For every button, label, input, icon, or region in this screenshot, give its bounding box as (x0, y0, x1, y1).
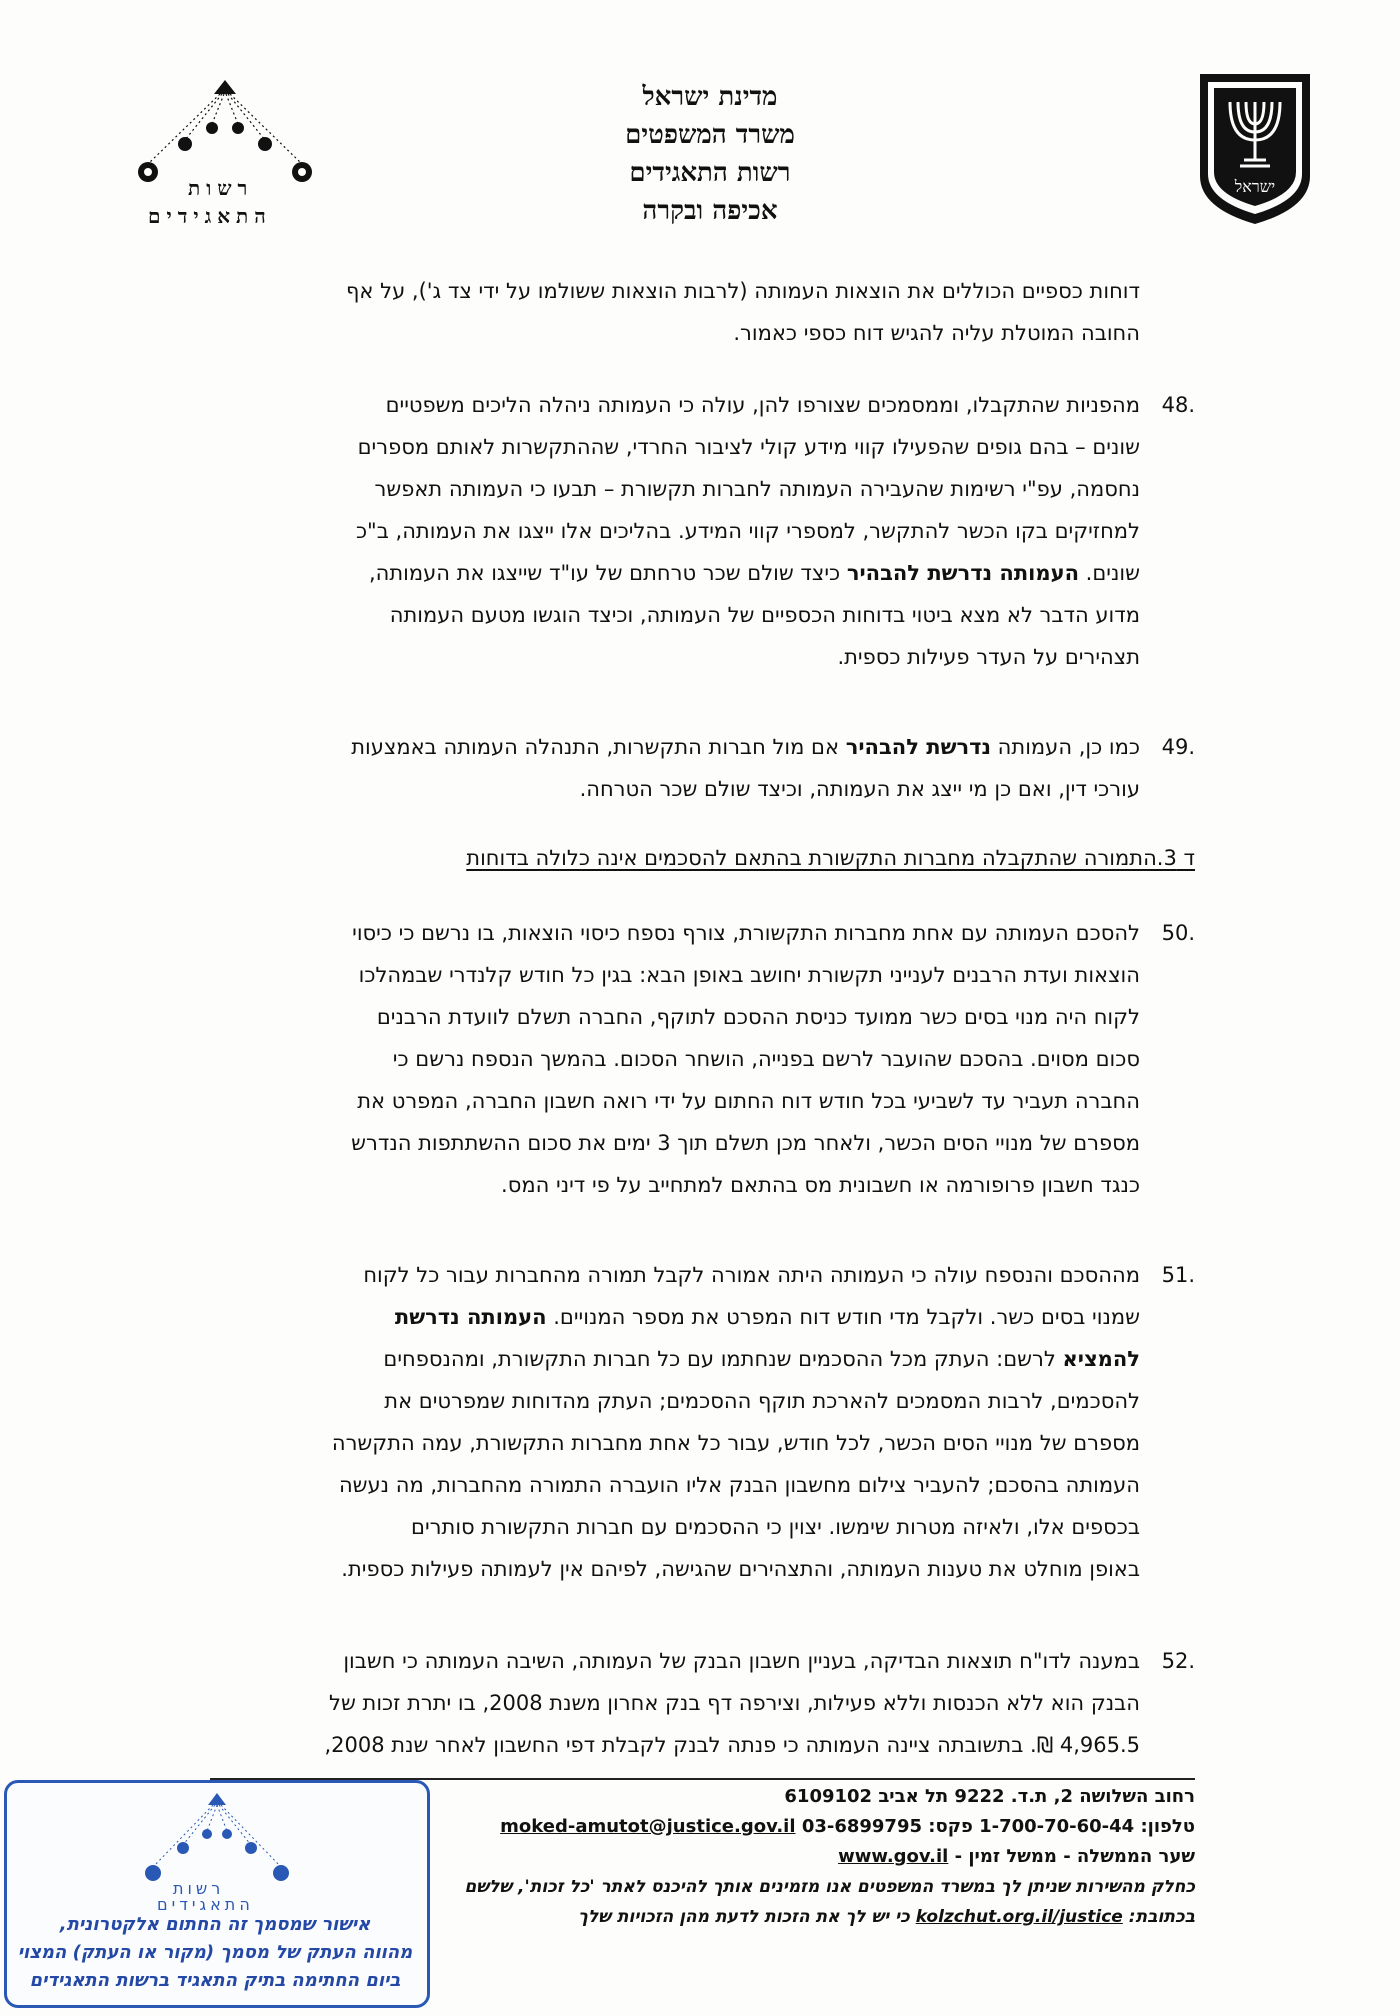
logo-text-top: רשות (188, 176, 254, 200)
text-line: בכספים אלו, ולאיזה מטרות שימשו. יצוין כי ההסכמים עם חברות התקשורת סותרים (411, 1515, 1140, 1539)
text-line: סכום מסוים. בהסכם שהועבר לרשם בפנייה, הושחר הסכום. בהמשך הנספח נרשם כי (392, 1047, 1140, 1071)
text-line: הבנק הוא ללא הכנסות וללא פעילות, וצירפה דף בנק אחרון משנת 2008, בו יתרת זכות של (329, 1691, 1140, 1715)
authority-logo-icon (130, 72, 320, 192)
text-line: מדוע הדבר לא מצא ביטוי בדוחות הכספיים של העמותה, וכיצד הוגשו מטעם העמותה (389, 603, 1140, 627)
paragraph-48 (210, 384, 1195, 678)
bold-requirement: נדרשת להבהיר (845, 735, 991, 759)
header-line-department: אכיפה ובקרה (642, 196, 778, 226)
text-line: באופן מוחלט את טענות העמותה, והתצהירים שהגישה, לפיהם אין לעמותה פעילות כספית. (341, 1557, 1140, 1581)
text-line: במענה לדו"ח תוצאות הבדיקה, בעניין חשבון הבנק של העמותה, השיבה העמותה כי חשבון (343, 1649, 1140, 1673)
text-line: מההסכם והנספח עולה כי העמותה היתה אמורה לקבל תמורה מהחברות עבור כל לקוח (363, 1263, 1140, 1287)
header-line-state: מדינת ישראל (642, 82, 778, 112)
text-line: מספרם של מנויי הסים הכשר, לכל חודש, עבור כל אחת מחברות התקשורת, עמה התקשרה (331, 1431, 1140, 1455)
electronic-signature-stamp (4, 1780, 430, 2008)
footer-contact: טלפון: 1-700-70-60-44 פקס: 03-6899795 moked-amutot@justice.gov.il (500, 1816, 1195, 1837)
stamp-logo-icon (137, 1787, 297, 1887)
paragraph-52 (210, 1640, 1195, 1766)
stamp-line: מהווה העתק של מסמך (מקור או העתק) המצוי (17, 1942, 413, 1963)
paragraph-number: .50 (1161, 921, 1195, 945)
footer-rights: כחלק מהשירות שניתן לך במשרד המשפטים אנו מזמינים אותך להיכנס לאתר 'כל זכות', שלשם (464, 1877, 1195, 1897)
footer-kolzchut: בכתובת: kolzchut.org.il/justice כי יש לך את הזכות לדעת מהן הזכויות שלך (578, 1907, 1195, 1927)
authority-logo (130, 72, 320, 232)
stamp-logo-text-bottom: התאגידים (157, 1895, 254, 1914)
text-line: שונים – בהם גופים שהפעילו קווי מידע קולי לציבור החרדי, שההתקשרות לאותם מספרים (357, 435, 1140, 459)
text-line: כנגד חשבון פרופורמה או חשבונית מס בהתאם למתחייב על פי דיני המס. (501, 1173, 1140, 1197)
logo-text-bottom: התאגידים (148, 204, 272, 228)
text-line: דוחות כספיים הכוללים את הוצאות העמותה (לרבות הוצאות ששולמו על ידי צד ג'), על אף (346, 279, 1140, 303)
bold-requirement: להמציא (1062, 1347, 1140, 1371)
header-titles (560, 78, 860, 230)
text-line: להמציא לרשם: העתק מכל ההסכמים שנחתמו עם כל חברות התקשורת, ומהנספחים (383, 1347, 1140, 1371)
paragraph-number: .48 (1161, 393, 1195, 417)
stamp-text (13, 1911, 417, 1995)
text-line: תצהירים על העדר פעילות כספית. (837, 645, 1140, 669)
kolzchut-link[interactable]: kolzchut.org.il/justice (915, 1907, 1123, 1927)
stamp-line: ביום החתימה בתיק התאגיד ברשות התאגידים (29, 1970, 401, 1991)
paragraph-number: .51 (1161, 1263, 1195, 1287)
paragraph-51 (210, 1254, 1195, 1590)
text-line: להסכם העמותה עם אחת מחברות התקשורת, צורף נספח כיסוי הוצאות, בו נרשם כי כיסוי (352, 921, 1140, 945)
bold-requirement: העמותה נדרשת (394, 1305, 547, 1329)
text-line: שונים. העמותה נדרשת להבהיר כיצד שולם שכר טרחתם של עו"ד שייצגו את העמותה, (368, 561, 1140, 585)
stamp-line: אישור שמסמך זה החתום אלקטרונית, (59, 1914, 371, 1935)
state-emblem-icon (1190, 68, 1320, 228)
gov-link[interactable]: www.gov.il (838, 1846, 949, 1867)
text-line: מהפניות שהתקבלו, וממסמכים שצורפו להן, עולה כי העמותה ניהלה הליכים משפטיים (385, 393, 1140, 417)
stamp-logo (137, 1787, 297, 1927)
section-heading: ד 3.התמורה שהתקבלה מחברות התקשורת בהתאם להסכמים אינה כלולה בדוחות (466, 846, 1195, 870)
paragraph-number: .49 (1161, 735, 1195, 759)
footer-gov: שער הממשלה - ממשל זמין - www.gov.il (838, 1846, 1195, 1867)
intro-paragraph (210, 270, 1140, 354)
paragraph-number: .52 (1161, 1649, 1195, 1673)
text-line: החברה תעביר עד לשביעי בכל חודש דוח החתום על ידי רואה חשבון החברה, המפרט את (357, 1089, 1140, 1113)
text-line: שמנוי בסים כשר. ולקבל מדי חודש דוח המפרט את מספר המנויים. העמותה נדרשת (394, 1305, 1140, 1329)
text-line: לקוח היה מנוי בסים כשר ממועד כניסת ההסכם לתוקף, החברה תשלם לוועדת הרבנים (376, 1005, 1140, 1029)
text-line: 4,965.5 ₪. בתשובתה ציינה העמותה כי פנתה לבנק לקבלת דפי החשבון לאחר שנת 2008, (324, 1733, 1140, 1757)
paragraph-49 (210, 726, 1195, 810)
stamp-logo-text-top: רשות (173, 1879, 225, 1898)
text-line: החובה המוטלת עליה להגיש דוח כספי כאמור. (733, 321, 1140, 345)
text-line: להסכמים, לרבות המסמכים להארכת תוקף ההסכמים; העתק מהדוחות שמפרטים את (384, 1389, 1140, 1413)
email-link[interactable]: moked-amutot@justice.gov.il (500, 1816, 796, 1837)
text-line: עורכי דין, ואם כן מי ייצג את העמותה, וכיצד שולם שכר הטרחה. (579, 777, 1140, 801)
footer (435, 1782, 1195, 1932)
footer-address: רחוב השלושה 2, ת.ד. 9222 תל אביב 6109102 (784, 1786, 1195, 1807)
text-line: נחסמה, עפ"י רשימות שהעבירה העמותה לחברות תקשורת – תבעו כי העמותה תאפשר (374, 477, 1140, 501)
header-line-ministry: משרד המשפטים (625, 120, 795, 150)
paragraph-50 (210, 912, 1195, 1206)
text-line: כמו כן, העמותה נדרשת להבהיר אם מול חברות התקשרות, התנהלה העמותה באמצעות (351, 735, 1140, 759)
text-line: הוצאות ועדת הרבנים לענייני תקשורת יחושב באופן הבא: בגין כל חודש קלנדרי שבמהלכו (358, 963, 1140, 987)
emblem-text: ישראל (1234, 177, 1276, 196)
bold-requirement: העמותה נדרשת להבהיר (846, 561, 1079, 585)
header-line-authority: רשות התאגידים (629, 158, 791, 188)
text-line: למחזיקים בקו הכשר להתקשר, למספרי קווי המידע. בהליכים אלו ייצגו את העמותה, ב"כ (355, 519, 1140, 543)
text-line: העמותה בהסכם; להעביר צילום מחשבון הבנק אליו הועברה התמורה מהחברות, מה נעשה (338, 1473, 1140, 1497)
text-line: מספרם של מנויי הסים הכשר, ולאחר מכן תשלם תוך 3 ימים את סכום ההשתתפות הנדרש (351, 1131, 1140, 1155)
